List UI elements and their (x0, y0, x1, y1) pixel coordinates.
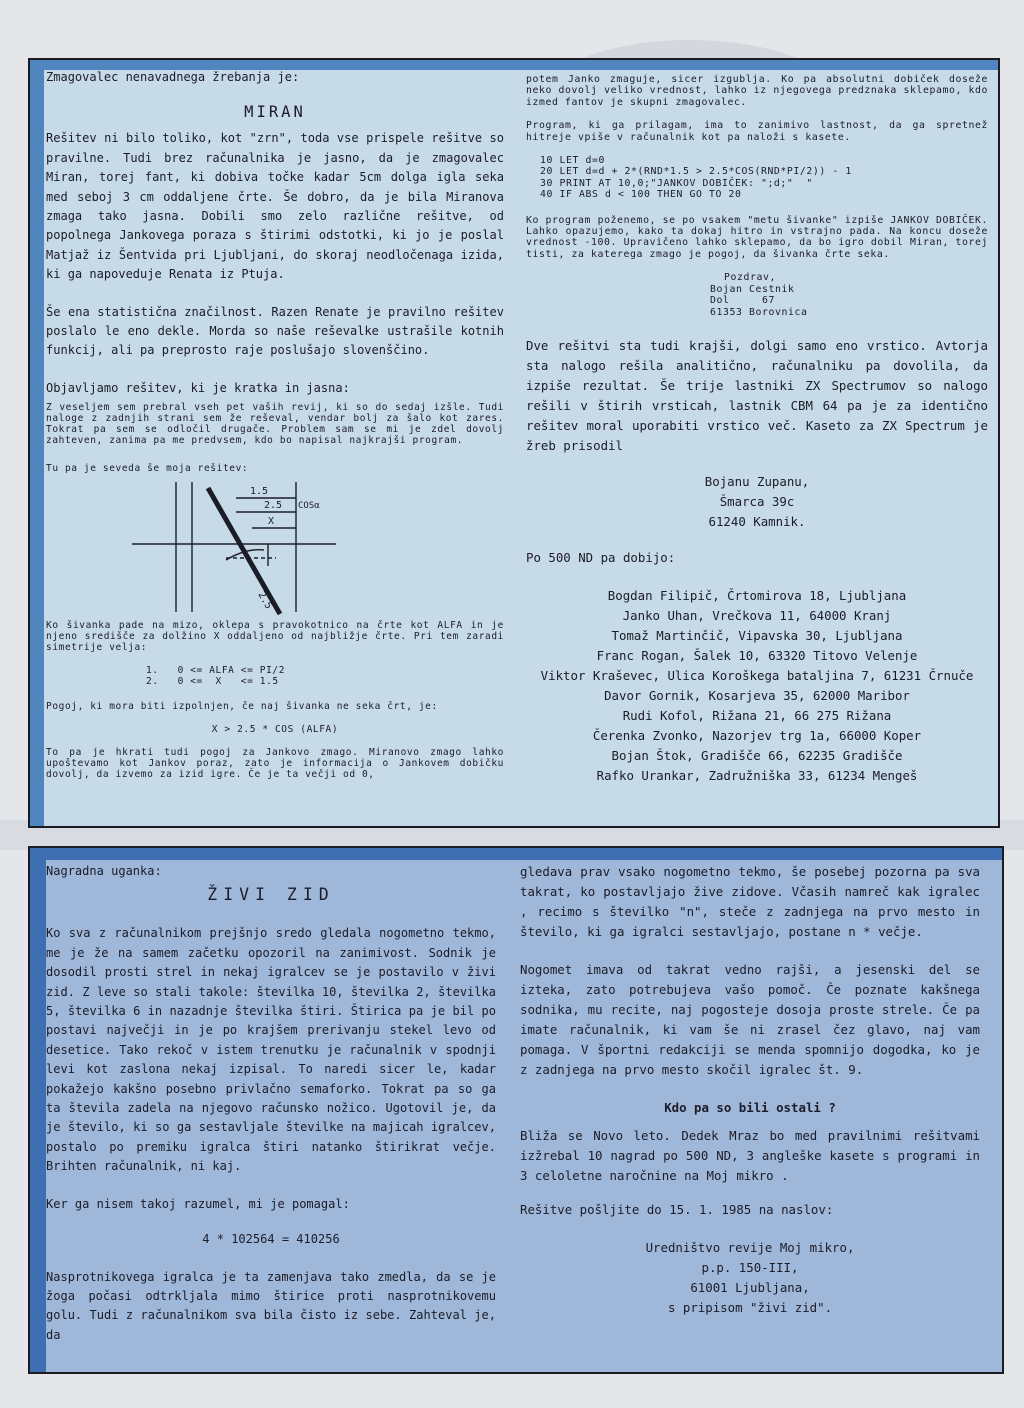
address-line: p.p. 150-III, (701, 1260, 799, 1275)
winner-item: Franc Rogan, Šalek 10, 63320 Titovo Velenje (596, 647, 918, 663)
signature-line: Dol 67 (710, 295, 775, 307)
winner-item: Rudi Kofol, Rižana 21, 66 275 Rižana (622, 707, 892, 723)
needle-diagram (46, 478, 506, 618)
paragraph: Ker ga nisem takoj razumel, mi je pomagal: (46, 1196, 350, 1211)
paragraph: Nogomet imava od takrat vedno rajši, a jesenski del se izteka, zato potrebujeva vašo pomoč. Če poznate kakšnega sodnika, mu recite, naj pogosteje dosoja proste strele. Če pa imate računalnik, ki vam še ni zrasel čez glavo, naj vam pomaga. V športni redakciji se menda spomnijo dogodka, ko je z zadnjega na prvo mesto skočil igralec št. 9. (520, 962, 980, 1077)
panel-accent-bar (30, 848, 46, 1372)
condition-1: 1. 0 <= ALFA <= PI/2 (146, 664, 286, 676)
reader-letter: Ko program poženemo, se po vsakem "metu šivanke" izpiše JANKOV DOBIČEK. Lahko opazujemo, kako ta dokaj hitro in vstrajno pada. Na koncu doseže vrednost -100. Upravičeno lahko sklepamo, da bo igro dobil Miran, torej tisti, za katerega zmago je pogoj, da šivanka črte seka. (526, 214, 988, 260)
paragraph: Rešitev ni bilo toliko, kot "zrn", toda vse prispele rešitve so pravilne. Tudi brez računalnika je jasno, da je zmagovalec Miran, torej fant, ki dobiva točke kadar 5cm dolga igla seka med seboj 3 cm oddaljene črte. Še dobro, da je bila Miranova zmaga tako jasna. Dobili smo zelo različne rešitve, od popolnega Jankovega poraza s štirimi odstotki, ki jo je poslal Matjaž iz Šentvida pri Ljubljani, do skoraj neodločenaga izida, ki ga napoveduje Renata iz Ptuja. (46, 131, 504, 282)
paragraph: Ko sva z računalnikom prejšnjo sredo gledala nogometno tekmo, me je že na samem začetku opozoril na zanimivost. Sodnik je dosodil prosti strel in nekaj igralcev se je postavilo v živi zid. Z leve so stali takole: številka 10, številka 2, številka 5, številka 6 in nazadnje številka štiri. Štirica pa je bil po postavi največji in je po krajšem prerivanju stekel levo od desetice. Tako rekoč v istem trenutku je računalnik v spodnji levi kot zaslona nekaj izpisal. To naredi sicer le, kadar pokažejo kakšno posebno privlačno semaforko. Tokrat pa so ga ta števila zadela na njegovo računsko nožico. Ugotovil je, da je število, ki so ga sestavljale številke na majicah igralcev, postalo po premiku igralca štiri natanko štirikrat večje. Brihten računalnik, ni kaj. (46, 926, 496, 1174)
winner-item: Rafko Urankar, Zadružniška 33, 61234 Mengeš (596, 767, 918, 783)
winner-item: Davor Gornik, Kosarjeva 35, 62000 Maribor (604, 687, 910, 703)
address-line: Bojanu Zupanu, (704, 473, 810, 489)
right-column (520, 862, 980, 1318)
condition-2: 2. 0 <= X <= 1.5 (146, 675, 279, 687)
signature-line: 61353 Borovnica (710, 306, 808, 318)
winner-item: Viktor Kraševec, Ulica Koroškega bataljina 7, 61231 Črnuče (540, 667, 974, 683)
paragraph: Po 500 ND pa dobijo: (526, 549, 676, 565)
reader-letter: potem Janko zmaguje, sicer izgublja. Ko pa absolutni dobiček doseže neko dovolj veliko vrednost, lahko iz njegovega predznaka sklepamo, kdo izmed fantov je skupni zmagovalec. (526, 74, 988, 108)
article-title: ŽIVI ZID (207, 885, 335, 905)
winners-list (526, 586, 988, 786)
panel-accent-bar (30, 60, 44, 826)
code-line: 30 PRINT AT 10,0;"JANKOV DOBIČEK: ";d;" " (540, 177, 813, 189)
code-line: 10 LET d=0 (540, 155, 605, 167)
formula: 4 * 102564 = 410256 (202, 1232, 340, 1247)
right-column (526, 74, 988, 786)
winner-item: Janko Uhan, Vrečkova 11, 64000 Kranj (622, 607, 892, 623)
intro-line: Nagradna uganka: (46, 864, 162, 878)
winner-item: Bojan Štok, Gradišče 66, 62235 Gradišče (611, 747, 903, 763)
address-line: Uredništvo revije Moj mikro, (645, 1240, 855, 1255)
diagram-label-x: X (268, 515, 275, 527)
paragraph: gledava prav vsako nogometno tekmo, še posebej pozorna pa sva takrat, ko postavljajo žive zidove. Včasih namreč kak igralec , recimo s številko "n", steče z zadnjega na prvo mesto in število, ki ga igralci sestavljajo, postane n * večje. (520, 864, 980, 939)
signature-line: Pozdrav, (724, 272, 776, 284)
reader-letter: Z veseljem sem prebral vseh pet vaših revij, ki so do sedaj izšle. Tudi naloge z zadnjih strani sem že reševal, vendar bolj za šalo kot zares. Tokrat pa sem se odločil drugače. Problem sam se mi je zdel dovolj zahteven, zanima pa me predvsem, kdo bo napisal najkrajši program. (46, 402, 504, 447)
paragraph: Nasprotnikovega igralca je ta zamenjava tako zmedla, da se je žoga počasi odtrkljala mimo štirice proti nasprotnikovemu golu. Tudi z računalnikom sva bila čisto iz sebe. Zahteval je, da (46, 1269, 496, 1342)
address-line: Šmarca 39c (719, 493, 795, 509)
article-panel-miran (28, 58, 1000, 828)
diagram-label-needle: 2.5 (255, 589, 274, 611)
article-title: MIRAN (244, 103, 306, 122)
winner-item: Čerenka Zvonko, Nazorjev trg 1a, 66000 Koper (592, 727, 922, 743)
diagram-label-cos: COSα (298, 500, 320, 511)
signature-line: Bojan Cestnik (710, 283, 795, 295)
winner-item: Tomaž Martinčič, Vipavska 30, Ljubljana (611, 627, 903, 643)
reader-letter: Tu pa je seveda še moja rešitev: (46, 462, 249, 474)
article-panel-zivi-zid (28, 846, 1004, 1374)
panel-accent-bar (30, 848, 1002, 860)
left-column (46, 68, 504, 780)
intro-line: Zmagovalec nenavadnega žrebanja je: (46, 70, 300, 84)
section-heading: Kdo pa so bili ostali ? (664, 1100, 836, 1115)
winner-item: Bogdan Filipič, Črtomirova 18, Ljubljana (607, 587, 907, 603)
diagram-label-1-5: 1.5 (250, 485, 269, 497)
paragraph: Bliža se Novo leto. Dedek Mraz bo med pravilnimi rešitvami izžrebal 10 nagrad po 500 ND, 3 angleške kasete s programi in 3 celoletne naročnine na Moj mikro . (520, 1128, 980, 1183)
left-column (46, 862, 496, 1345)
paragraph: Dve rešitvi sta tudi krajši, dolgi samo eno vrstico. Avtorja sta nalogo rešila analitično, računalniku pa dovolila, da izpiše rezultat. Še trije lastniki ZX Spectrumov so nalogo rešili v štirih vrsticah, lastnik CBM 64 pa je za identično rešitev moral uporabiti vrstico več. Kaseto za ZX Spectrum je žreb prisodil (526, 337, 988, 453)
paragraph: Še ena statistična značilnost. Razen Renate je pravilno rešitev poslalo le eno dekle. Morda so naše reševalke ustrašile kotnih funkcij, ali pa preprosto raje poslušajo slovenščino. (46, 304, 504, 358)
address-line: 61001 Ljubljana, (690, 1280, 810, 1295)
address-line: 61240 Kamnik. (708, 513, 806, 529)
formula: X > 2.5 * COS (ALFA) (211, 723, 339, 735)
diagram-label-2-5: 2.5 (264, 499, 283, 511)
paragraph: Objavljamo rešitev, ki je kratka in jasna: (46, 380, 350, 395)
code-line: 40 IF ABS d < 100 THEN GO TO 20 (540, 189, 742, 201)
reader-letter: Pogoj, ki mora biti izpolnjen, če naj šivanka ne seka črt, je: (46, 700, 438, 712)
paragraph: Rešitve pošljite do 15. 1. 1985 na naslov: (520, 1202, 834, 1217)
code-line: 20 LET d=d + 2*(RND*1.5 > 2.5*COS(RND*PI/2)) - 1 (540, 166, 852, 178)
reader-letter: Ko šivanka pade na mizo, oklepa s pravokotnico na črte kot ALFA in je njeno središče za dolžino X oddaljeno od najbližje črte. Pri tem zaradi simetrije velja: (46, 619, 504, 653)
address-line: s pripisom "živi zid". (667, 1300, 833, 1315)
reader-letter: To pa je hkrati tudi pogoj za Jankovo zmago. Miranovo zmago lahko upoštevamo kot Jankov poraz, zato je informacija o Jankovem dobičku dovolj, da izvemo za izid igre. Če je ta večji od 0, (46, 747, 504, 781)
reader-letter: Program, ki ga prilagam, ima to zanimivo lastnost, da ga spretnež hitreje vpiše v računalnik kot pa naloži s kasete. (526, 120, 988, 143)
